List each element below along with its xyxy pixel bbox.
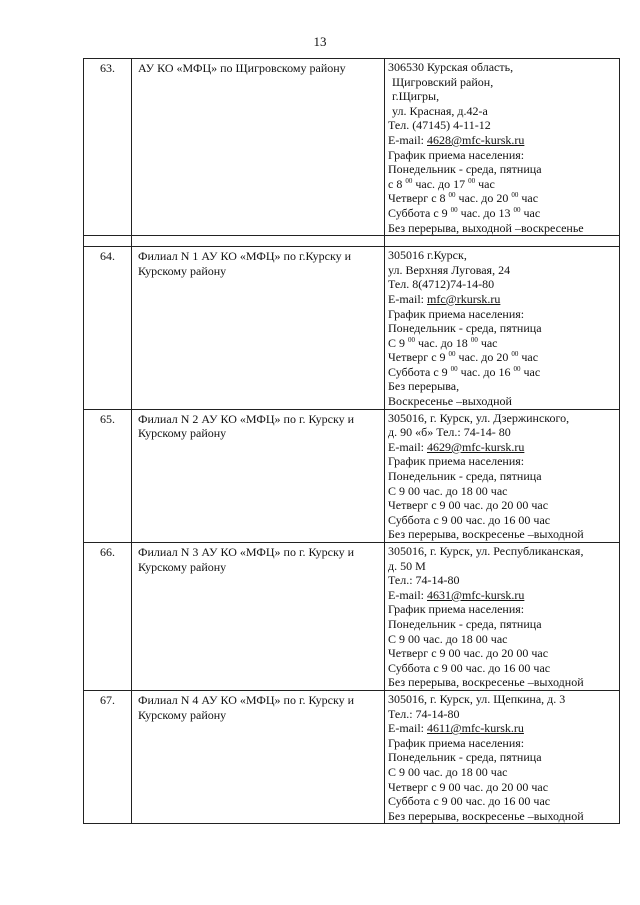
schedule-note: Воскресенье –выходной (388, 394, 512, 409)
row-number: 65. (84, 409, 132, 542)
row-number: 64. (84, 247, 132, 410)
schedule-hours: С 9 00 час. до 18 00 час (388, 631, 508, 646)
schedule-note: Без перерыва, воскресенье –выходной (388, 675, 584, 690)
schedule-hours: с 8 $^{00}$ час. до 17 $^{00}$ час (388, 176, 495, 191)
office-name: АУ КО «МФЦ» по Щигровскому району (132, 59, 385, 236)
address-line: Щигровский район, (392, 74, 494, 89)
email-label: E-mail: (388, 132, 427, 147)
schedule-saturday: Суббота с 9 00 час. до 16 00 час (388, 512, 551, 527)
schedule-thursday: Четверг с 9 00 час. до 20 00 час (388, 646, 549, 661)
address-line: 305016, г. Курск, ул. Дзержинского, (388, 410, 570, 425)
row-number: 67. (84, 690, 132, 823)
email-line (388, 440, 617, 455)
row-number: 63. (84, 59, 132, 236)
schedule-days: Понедельник - среда, пятница (388, 750, 542, 765)
table-row (84, 59, 620, 236)
schedule-hours: С 9 $^{00}$ час. до 18 $^{00}$ час (388, 335, 498, 350)
address-line: д. 90 «б» Тел.: 74-14- 80 (388, 425, 511, 440)
address-line: 305016 г.Курск, (388, 248, 467, 263)
table-row (84, 690, 620, 823)
table-row (84, 247, 620, 410)
address-line: д. 50 М (388, 558, 426, 573)
email-line (388, 588, 617, 603)
schedule-saturday: Суббота с 9 00 час. до 16 00 час (388, 660, 551, 675)
mfc-offices-table (83, 58, 620, 824)
schedule-title: График приема населения: (388, 602, 525, 617)
phone: Тел. (47145) 4-11-12 (388, 118, 491, 133)
office-details (385, 409, 620, 542)
email-line (388, 292, 617, 307)
office-details (385, 543, 620, 691)
address-line: ул. Красная, д.42-а (392, 103, 488, 118)
office-name: Филиал N 3 АУ КО «МФЦ» по г. Курску и Курскому району (132, 543, 385, 691)
address-line: 305016, г. Курск, ул. Щепкина, д. 3 (388, 691, 566, 706)
email-label: E-mail: (388, 439, 427, 454)
address-line: ул. Верхняя Луговая, 24 (388, 262, 511, 277)
phone: Тел.: 74-14-80 (388, 706, 460, 721)
email-label: E-mail: (388, 721, 427, 736)
schedule-note: Без перерыва, выходной –воскресенье (388, 220, 584, 235)
schedule-note: Без перерыва, воскресенье –выходной (388, 527, 584, 542)
schedule-hours: С 9 00 час. до 18 00 час (388, 764, 508, 779)
office-name: Филиал N 2 АУ КО «МФЦ» по г. Курску и Курскому району (132, 409, 385, 542)
table-row (84, 543, 620, 691)
schedule-thursday: Четверг с 9 00 час. до 20 00 час (388, 779, 549, 794)
schedule-thursday: Четверг с 9 00 час. до 20 00 час (388, 498, 549, 513)
schedule-saturday: Суббота с 9 00 час. до 16 00 час (388, 794, 551, 809)
schedule-title: График приема населения: (388, 147, 525, 162)
row-number: 66. (84, 543, 132, 691)
email-line (388, 721, 617, 736)
schedule-saturday: Суббота с 9 $^{00}$ час. до 13 $^{00}$ час (388, 205, 541, 220)
address-line: 305016, г. Курск, ул. Республиканская, (388, 544, 584, 558)
phone: Тел. 8(4712)74-14-80 (388, 277, 495, 292)
schedule-thursday: Четверг с 9 $^{00}$ час. до 20 $^{00}$ час (388, 350, 539, 365)
schedule-days: Понедельник - среда, пятница (388, 469, 542, 484)
schedule-hours: С 9 00 час. до 18 00 час (388, 483, 508, 498)
schedule-saturday: Суббота с 9 $^{00}$ час. до 16 $^{00}$ час (388, 364, 541, 379)
table-row (84, 409, 620, 542)
schedule-title: График приема населения: (388, 454, 525, 469)
schedule-title: График приема населения: (388, 306, 525, 321)
office-name: Филиал N 4 АУ КО «МФЦ» по г. Курску и Курскому району (132, 690, 385, 823)
schedule-note: Без перерыва, (388, 379, 460, 394)
office-details (385, 690, 620, 823)
email-link[interactable]: 4611@mfc-kursk.ru (427, 721, 524, 736)
schedule-days: Понедельник - среда, пятница (388, 321, 542, 336)
office-name: Филиал N 1 АУ КО «МФЦ» по г.Курску и Курскому району (132, 247, 385, 410)
email-line (388, 133, 617, 148)
office-details (385, 59, 620, 236)
address-line: 306530 Курская область, (388, 60, 514, 74)
phone: Тел.: 74-14-80 (388, 573, 460, 588)
office-details (385, 247, 620, 410)
email-link[interactable]: 4631@mfc-kursk.ru (427, 587, 525, 602)
schedule-days: Понедельник - среда, пятница (388, 616, 542, 631)
address-line: г.Щигры, (392, 89, 440, 104)
schedule-title: График приема населения: (388, 735, 525, 750)
page-number: 13 (313, 34, 327, 49)
email-label: E-mail: (388, 291, 427, 306)
email-link[interactable]: mfc@rkursk.ru (427, 291, 501, 306)
email-link[interactable]: 4629@mfc-kursk.ru (427, 439, 525, 454)
email-label: E-mail: (388, 587, 427, 602)
schedule-days: Понедельник - среда, пятница (388, 162, 542, 177)
schedule-note: Без перерыва, воскресенье –выходной (388, 808, 584, 823)
table-spacer-row (84, 236, 620, 247)
schedule-thursday: Четверг с 8 $^{00}$ час. до 20 $^{00}$ час (388, 191, 539, 206)
email-link[interactable]: 4628@mfc-kursk.ru (427, 132, 525, 147)
